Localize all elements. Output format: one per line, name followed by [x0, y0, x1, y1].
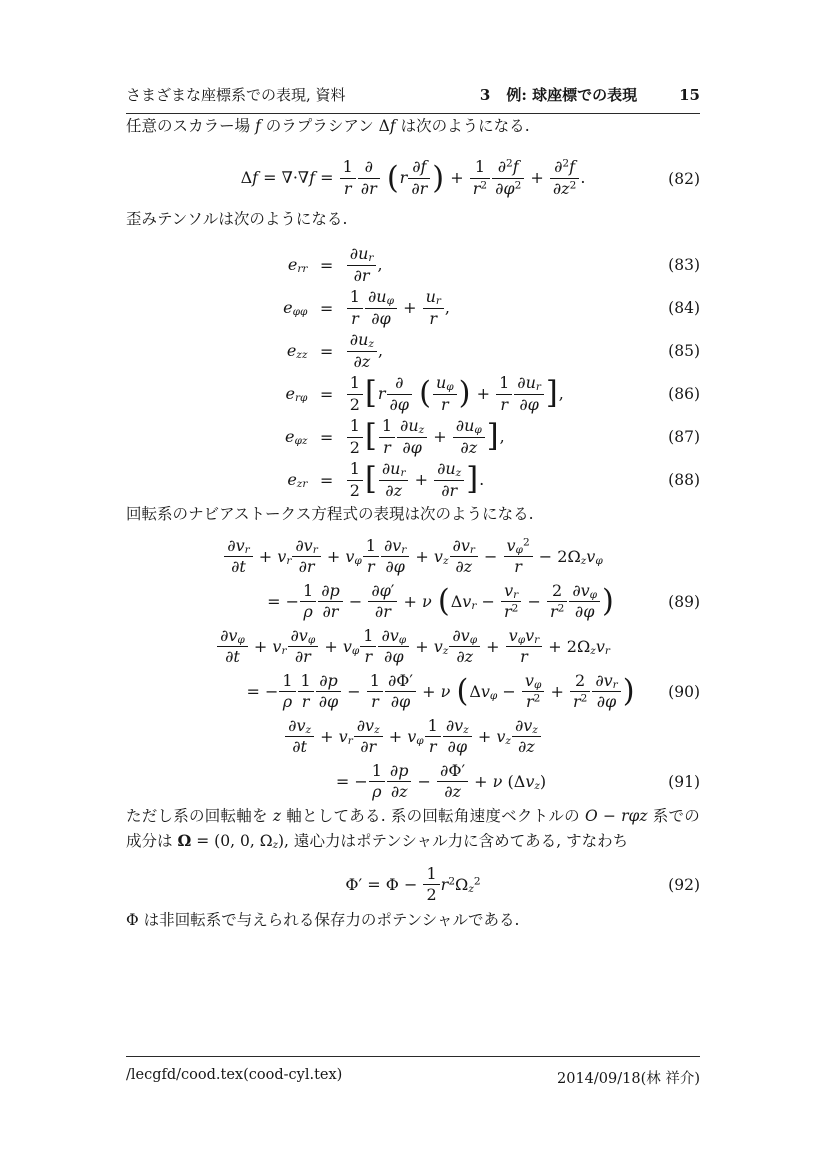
equation-89-line-2 [126, 579, 700, 624]
page-header [126, 84, 700, 114]
equation-90-line-1 [126, 624, 700, 669]
equals-sign: = [319, 470, 334, 490]
equation-87-number: (87) [668, 428, 700, 447]
equation-87 [126, 416, 700, 459]
equation-91-body-2: = − $\frac{1}{\rho}$ $\frac{\partial p}{\partial z}$ − $\frac{\partial\Phi'}{\partial z}$ + ν (Δvz) [335, 760, 547, 802]
equation-84 [126, 287, 700, 330]
equation-91-body-1: $\frac{\partial vz}{\partial t}$ + vr $\frac{\partial vz}{\partial r}$ + vφ $\frac{1}{r}$ $\frac{\partial vz}{\partial\varphi}$ + vz $\frac{\partial vz}{\partial z}$ [284, 717, 542, 758]
footer-date-author: 2014/09/18(林 祥介) [557, 1071, 700, 1087]
equation-86-rhs: $\frac{1}{2}$ [r ∂ ∂φ ( $\frac{u\varphi}{r}$ ) + $\frac{1}{r}$ $\frac{\partial ur}{\partial\varphi}$ ], [346, 374, 564, 415]
equation-91-number: (91) [668, 772, 700, 791]
strain-tensor-equations [126, 244, 700, 502]
navier-stokes-equations [126, 534, 700, 804]
equation-83-rhs: $\frac{\partial ur}{\partial r}$ , [346, 245, 383, 286]
equals-sign: = [319, 341, 334, 361]
equation-86 [126, 373, 700, 416]
header-page-number: 15 [679, 86, 700, 104]
header-section [480, 84, 637, 105]
equation-89-line-1 [126, 534, 700, 579]
paragraph-strain: 歪みテンソルは次のようになる. [126, 209, 348, 228]
equation-90-body-1: $\frac{\partial v\varphi}{\partial t}$ + vr $\frac{\partial v\varphi}{\partial r}$ + vφ $\frac{1}{r}$ $\frac{\partial v\varphi}{\partial\varphi}$ + vz $\frac{\partial v\varphi}{\partial z}$ + vφvr r + 2Ωzvr [216, 627, 610, 668]
equation-89-body-1: $\frac{\partial vr}{\partial t}$ + vr $\frac{\partial vr}{\partial r}$ + vφ $\frac{1}{r}$ $\frac{\partial vr}{\partial\varphi}$ + vz $\frac{\partial vr}{\partial z}$ − $\frac{v\varphi^2}{r}$ − 2Ωzvφ [223, 537, 602, 578]
equation-90-line-2 [126, 669, 700, 714]
equation-89-number: (89) [668, 592, 700, 611]
equation-92 [126, 862, 700, 908]
paragraph-rotation-axis: ただし系の回転軸を z 軸としてある. 系の回転角速度ベクトルの O − rφz 系での成分は Ω = (0, 0, Ωz), 遠心力はポテンシャル力に含めてある, すなわち [126, 807, 700, 852]
equation-82-body: Δf = ∇·∇f = $\frac{1}{r}$ ∂ ∂r (r $\frac{\partial f}{\partial r}$ ) + $\frac{1}{r^2}$ $\frac{\partial^2f}{\partial\varphi^2}$ + $\frac{\partial^2f}{\partial z^2}$ . [240, 157, 586, 199]
paragraph-navier-stokes: 回転系のナビアストークス方程式の表現は次のようになる. [126, 504, 534, 523]
equation-88-rhs: $\frac{1}{2}$ [ $\frac{\partial ur}{\partial z}$ + $\frac{\partial uz}{\partial r}$ ]. [346, 460, 484, 501]
equation-91-line-1 [126, 714, 700, 759]
equals-sign: = [319, 427, 334, 447]
equation-84-rhs: $\frac{1}{r}$ $\frac{\partial u\varphi}{\partial\varphi}$ + $\frac{ur}{r}$ , [346, 288, 450, 329]
paragraph-potential: Φ は非回転系で与えられる保存力のポテンシャルである. [126, 910, 520, 929]
equation-89-body-2: = − $\frac{1}{\rho}$ $\frac{\partial p}{\partial r}$ − $\frac{\partial\varphi'}{\partial r}$ + ν (Δvr − $\frac{vr}{r^2}$ − $\frac{2}{r^2}$ $\frac{\partial v\varphi}{\partial\varphi}$ ) [267, 580, 614, 622]
equation-91-line-2 [126, 759, 700, 804]
equation-92-number: (92) [668, 875, 700, 894]
equation-90-body-2: = − $\frac{1}{\rho}$ $\frac{1}{r}$ $\frac{\partial p}{\partial\varphi}$ − $\frac{1}{r}$ $\frac{\partial\Phi'}{\partial\varphi}$ + ν (Δvφ − $\frac{v\varphi}{r^2}$ + $\frac{2}{r^2}$ $\frac{\partial vr}{\partial\varphi}$ ) [246, 670, 635, 712]
equation-85 [126, 330, 700, 373]
equation-92-body: Φ′ = Φ − $\frac{1}{2}$ $r^2\Omega z^2$ [345, 863, 481, 905]
equation-87-lhs: eφz [284, 427, 308, 448]
equation-86-number: (86) [668, 385, 700, 404]
equation-87-rhs: $\frac{1}{2}$ [ $\frac{1}{r}$ $\frac{\partial uz}{\partial\varphi}$ + $\frac{\partial u\varphi}{\partial z}$ ], [346, 417, 505, 458]
equation-86-lhs: erφ [285, 384, 308, 405]
equation-85-lhs: ezz [286, 341, 308, 362]
paragraph-laplacian: 任意のスカラー場 f のラプラシアン Δf は次のようになる. [126, 117, 530, 135]
equation-84-number: (84) [668, 299, 700, 318]
equation-85-rhs: $\frac{\partial uz}{\partial z}$ , [346, 331, 383, 372]
header-section-title: 例: 球座標での表現 [506, 86, 638, 104]
equation-88-lhs: ezr [287, 470, 308, 491]
footer-source-path: /lecgfd/cood.tex(cood-cyl.tex) [126, 1067, 343, 1083]
equals-sign: = [319, 255, 334, 275]
equation-82-number: (82) [668, 169, 700, 188]
equation-85-number: (85) [668, 342, 700, 361]
equals-sign: = [319, 384, 334, 404]
page-footer [126, 1056, 700, 1088]
equation-83-lhs: err [287, 255, 308, 276]
header-section-number: 3 [479, 86, 491, 104]
equation-88 [126, 459, 700, 502]
equation-90-number: (90) [668, 682, 700, 701]
header-running-title: さまざまな座標系での表現, 資料 [126, 86, 346, 104]
equation-84-lhs: eφφ [283, 298, 308, 319]
equation-83-number: (83) [668, 256, 700, 275]
equation-83 [126, 244, 700, 287]
equals-sign: = [319, 298, 334, 318]
equation-88-number: (88) [668, 471, 700, 490]
equation-82 [126, 151, 700, 207]
